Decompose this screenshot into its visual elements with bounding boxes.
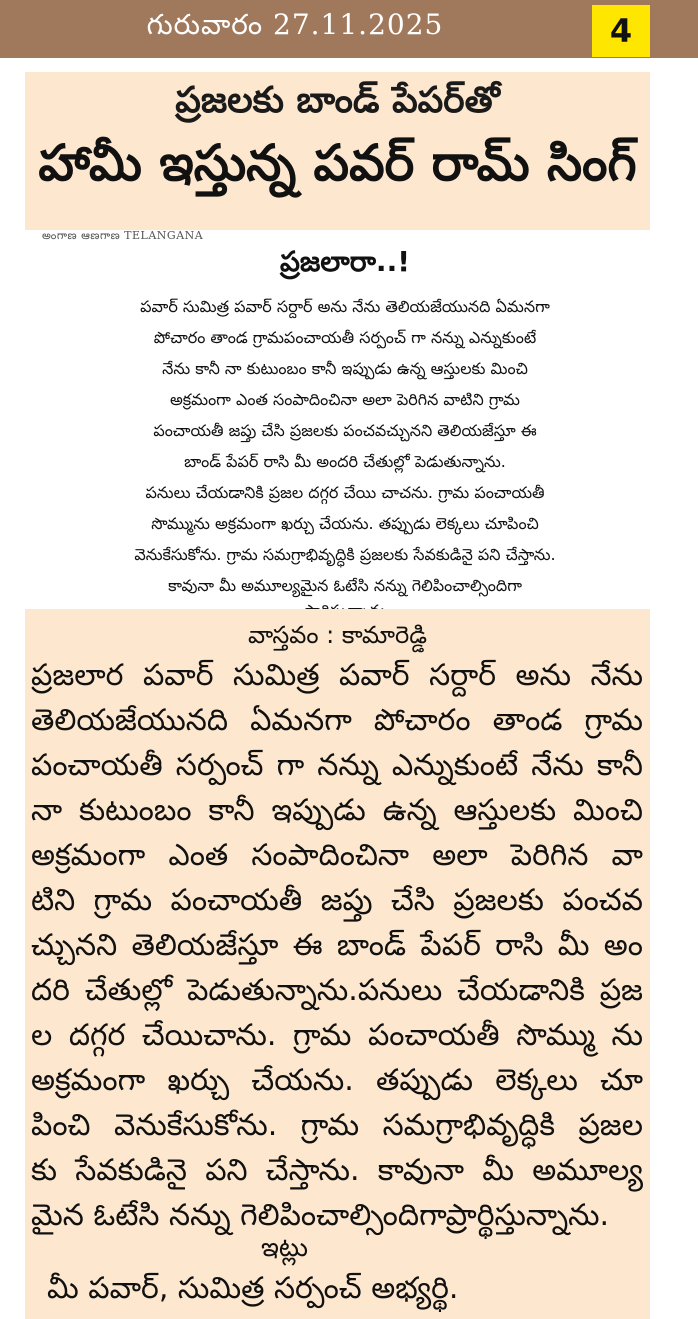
article-line: టిని గ్రామ పంచాయతీ జప్తు చేసి ప్రజలకు పంచవ bbox=[31, 883, 643, 918]
page-number-badge: 4 bbox=[592, 5, 650, 57]
article-dateline: వాస్తవం : కామారెడ్డి bbox=[248, 621, 427, 649]
article-line: దరి చేతుల్లో పెడుతున్నాను.పనులు చేయడానికి ప్రజ bbox=[31, 973, 643, 1008]
notice-line: పంచాయతీ జప్తు చేసి ప్రజలకు పంచవచ్చునని తెలియజేస్తూ ఈ bbox=[153, 421, 537, 440]
notice-line: బాండ్ పేపర్ రాసి మీ అందరి చేతుల్లో పెడుతున్నాను. bbox=[184, 452, 506, 471]
notice-line: నేను కానీ నా కుటుంబం కానీ ఇప్పుడు ఉన్న ఆస్తులకు మించి bbox=[162, 359, 528, 378]
bond-paper-notice-image bbox=[40, 231, 650, 609]
stamp-paper-masthead: అంగాణ ఆణగాణ TELANGANA bbox=[42, 229, 204, 242]
article-line: ప్రజలార పవార్ సుమిత్ర పవార్ సర్దార్ అను నేను bbox=[31, 658, 643, 693]
article-line: కు సేవకుడినై పని చేస్తాను. కావునా మీ అమూల్య bbox=[31, 1153, 643, 1188]
notice-line: సొమ్మును అక్రమంగా ఖర్చు చేయను. తప్పుడు లెక్కలు చూపించి bbox=[151, 514, 539, 533]
notice-line: వెనుకేసుకోను. గ్రామ సమగ్రాభివృద్ధికి ప్రజలకు సేవకుడినై పని చేస్తాను. bbox=[134, 545, 556, 564]
notice-line: అక్రమంగా ఎంత సంపాదించినా అలా పెరిగిన వాటిని గ్రామ bbox=[169, 390, 520, 409]
notice-line: కావునా మీ అమూల్యమైన ఓటేసి నన్ను గెలిపించాల్సిందిగా bbox=[168, 576, 522, 595]
article-body bbox=[25, 609, 650, 1319]
headline-kicker: ప్రజలకు బాండ్ పేపర్‌తో bbox=[175, 80, 500, 121]
notice-line: పనులు చేయడానికి ప్రజల దగ్గర చేయి చాచను. గ్రామ పంచాయతీ bbox=[145, 483, 545, 502]
article-line: పించి వెనుకేసుకోను. గ్రామ సమగ్రాభివృద్ధికి ప్రజల bbox=[31, 1108, 643, 1143]
notice-line: పోచారం తాండ గ్రామపంచాయతీ సర్పంచ్ గా నన్ను ఎన్నుకుంటే bbox=[153, 328, 537, 347]
article-line: అక్రమంగా ఖర్చు చేయను. తప్పుడు లెక్కలు చూ bbox=[31, 1063, 643, 1098]
date-bar bbox=[0, 0, 698, 58]
article-line: చ్చునని తెలియజేస్తూ ఈ బాండ్ పేపర్ రాసి మీ అం bbox=[31, 928, 643, 963]
headline-title: హామీ ఇస్తున్న పవర్ రామ్ సింగ్ bbox=[38, 134, 637, 192]
article-line: అక్రమంగా ఎంత సంపాదించినా అలా పెరిగిన వా bbox=[31, 838, 643, 873]
article-line: మైన ఓటేసి నన్ను గెలిపించాల్సిందిగాప్రార్థిస్తున్నాను. bbox=[31, 1198, 610, 1233]
issue-date: గురువారం 27.11.2025 bbox=[146, 8, 444, 41]
article-line: నా కుటుంబం కానీ ఇప్పుడు ఉన్న ఆస్తులకు మించి bbox=[31, 793, 643, 828]
headline-block bbox=[25, 72, 650, 230]
article-line: పంచాయతీ సర్పంచ్ గా నన్ను ఎన్నుకుంటే నేను కానీ bbox=[31, 748, 643, 783]
article-signature: మీ పవార్, సుమిత్ర సర్పంచ్ అభ్యర్థి. bbox=[47, 1271, 459, 1306]
notice-title: ప్రజలారా..! bbox=[280, 245, 410, 278]
article-line: తెలియజేయునది ఏమనగా పోచారం తాండ గ్రామ bbox=[31, 703, 643, 738]
article-signoff: ఇట్లు bbox=[261, 1233, 308, 1263]
article-line: ల దగ్గర చేయిచాను. గ్రామ పంచాయతీ సొమ్ము ను bbox=[31, 1018, 643, 1053]
notice-line: పవార్ సుమిత్ర పవార్ సర్దార్ అను నేను తెలియజేయునది ఏమనగా bbox=[140, 297, 550, 316]
